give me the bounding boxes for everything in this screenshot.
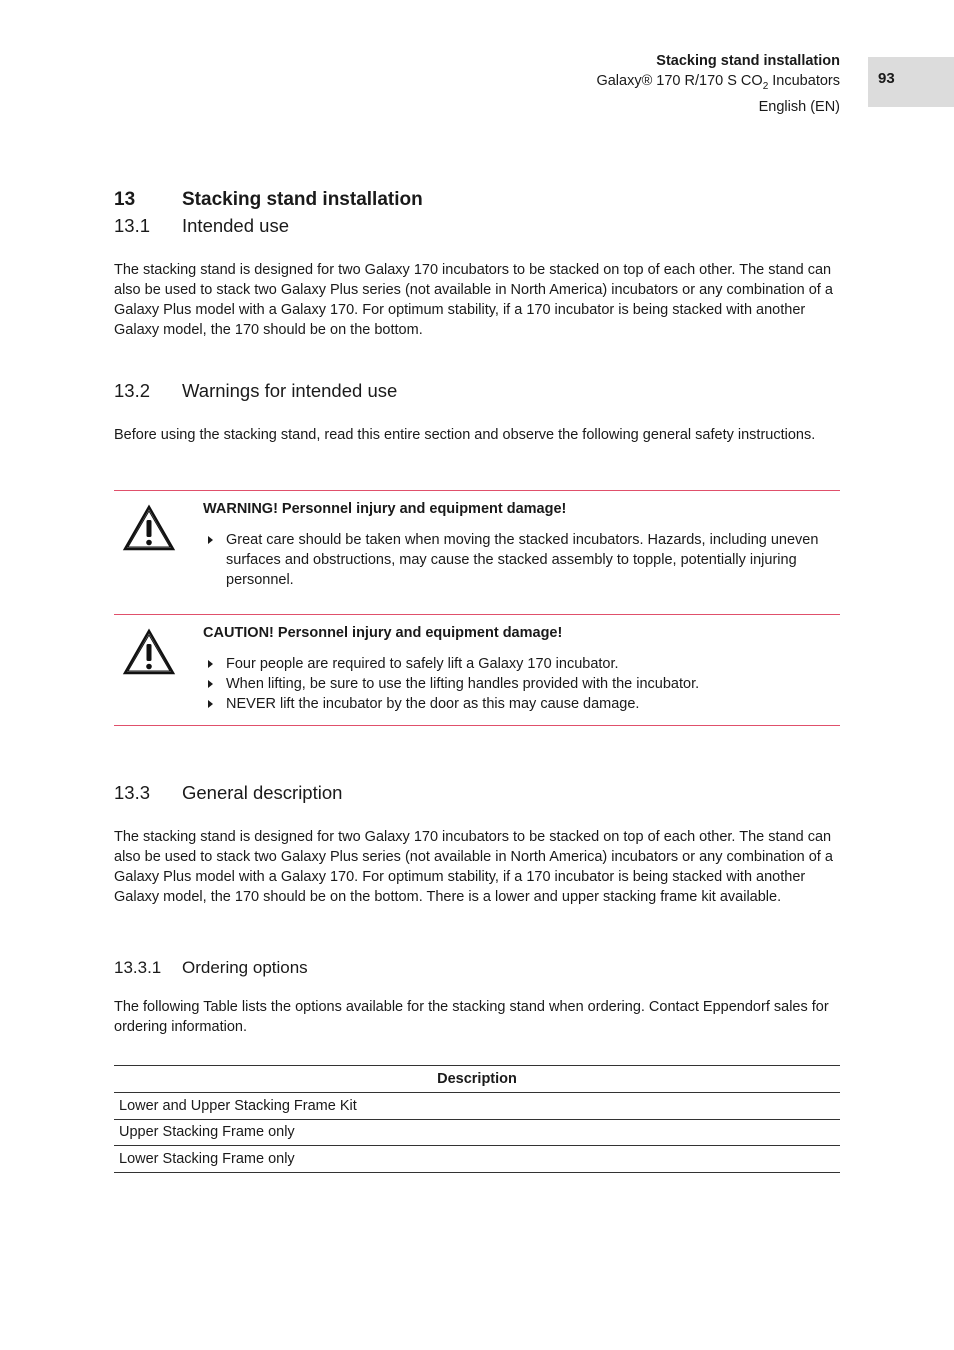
page-number-tab — [868, 57, 954, 107]
header-section-title: Stacking stand installation — [656, 53, 840, 69]
bullet-triangle-icon — [208, 660, 213, 668]
running-header — [596, 51, 840, 117]
warning-list — [203, 530, 833, 590]
table-row — [114, 1146, 840, 1173]
list-item — [203, 694, 833, 714]
table-header-description: Description — [114, 1066, 840, 1093]
chapter-title: Stacking stand installation — [182, 189, 423, 210]
bullet-triangle-icon — [208, 536, 213, 544]
general-description-paragraph: The stacking stand is designed for two Galaxy 170 incubators to be stacked on top of each other. The stand can also be used to stack two Galaxy Plus series (not available in North America) incubators or any combination of a Galaxy Plus model with a Galaxy 170. For optimum stability, if a 170 incubator is being stacked with another Galaxy model, the 170 should be on the bottom. There is a lower and upper stacking frame kit available. — [114, 829, 833, 905]
table-cell: Lower Stacking Frame only — [114, 1146, 840, 1173]
table-cell: Lower and Upper Stacking Frame Kit — [114, 1093, 840, 1120]
section-heading-general-description — [114, 782, 342, 804]
list-item-text: When lifting, be sure to use the lifting handles provided with the incubator. — [226, 676, 700, 692]
table-cell: Upper Stacking Frame only — [114, 1119, 840, 1146]
header-product-sub: 2 — [762, 80, 769, 92]
section-title: Intended use — [182, 215, 289, 236]
list-item — [203, 674, 833, 694]
caution-title: CAUTION! Personnel injury and equipment damage! — [203, 625, 563, 641]
section-number: 13.3 — [114, 782, 151, 803]
section-heading-warnings — [114, 380, 397, 402]
subsection-title: Ordering options — [182, 958, 308, 977]
warnings-paragraph: Before using the stacking stand, read this entire section and observe the following general safety instructions. — [114, 427, 816, 443]
header-language: English (EN) — [758, 98, 840, 115]
subsection-heading-ordering-options — [114, 958, 308, 978]
warning-triangle-icon — [122, 628, 176, 676]
section-heading-intended-use — [114, 215, 289, 237]
list-item — [203, 530, 833, 590]
chapter-heading — [114, 189, 423, 211]
header-product — [596, 71, 840, 97]
caution-list — [203, 654, 833, 714]
warning-notice — [114, 490, 840, 615]
section-title: Warnings for intended use — [182, 380, 398, 401]
list-item-text: Great care should be taken when moving the stacked incubators. Hazards, including uneven surfaces and obstructions, may cause the stacked assembly to topple, potentially injuring personnel. — [226, 532, 819, 588]
list-item-text: NEVER lift the incubator by the door as this may cause damage. — [226, 696, 640, 712]
list-item-text: Four people are required to safely lift a Galaxy 170 incubator. — [226, 656, 619, 672]
section-number: 13.2 — [114, 380, 151, 401]
header-product-prefix: Galaxy® 170 R/170 S CO — [596, 73, 763, 89]
chapter-number: 13 — [114, 189, 136, 210]
table-header-row — [114, 1066, 840, 1093]
caution-notice — [114, 614, 840, 726]
bullet-triangle-icon — [208, 700, 213, 708]
bullet-triangle-icon — [208, 680, 213, 688]
header-product-suffix: Incubators — [768, 73, 840, 89]
page-number: 93 — [878, 70, 895, 87]
ordering-options-paragraph: The following Table lists the options available for the stacking stand when ordering. Contact Eppendorf sales for ordering information. — [114, 999, 829, 1035]
section-title: General description — [182, 782, 343, 803]
warning-triangle-icon — [122, 504, 176, 552]
intended-use-paragraph: The stacking stand is designed for two Galaxy 170 incubators to be stacked on top of each other. The stand can also be used to stack two Galaxy Plus series (not available in North America) incubators or any combination of a Galaxy Plus model with a Galaxy 170. For optimum stability, if a 170 incubator is being stacked with another Galaxy model, the 170 should be on the bottom. — [114, 262, 833, 338]
list-item — [203, 654, 833, 674]
table-row — [114, 1119, 840, 1146]
subsection-number: 13.3.1 — [114, 958, 162, 977]
table-row — [114, 1093, 840, 1120]
ordering-options-table — [114, 1065, 840, 1173]
warning-title: WARNING! Personnel injury and equipment damage! — [203, 501, 567, 517]
section-number: 13.1 — [114, 215, 151, 236]
